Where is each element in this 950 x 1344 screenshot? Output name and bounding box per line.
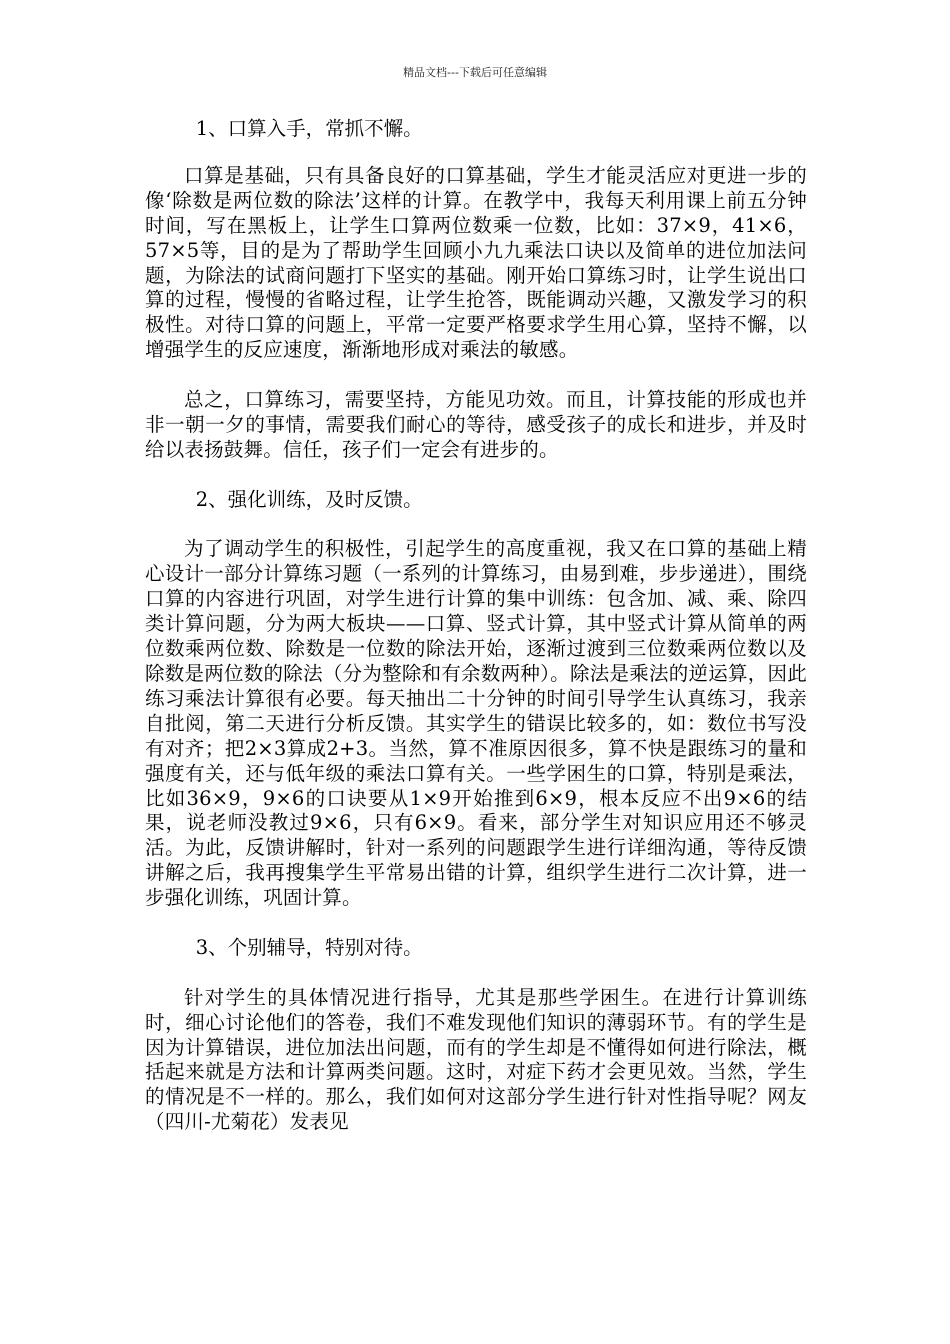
paragraph: 口算是基础，只有具备良好的口算基础，学生才能灵活应对更进一步的像‘除数是两位数的除法’这样的计算。在教学中，我每天利用课上前五分钟时间，写在黑板上，让学生口算两位数乘一位数，比如：37×9，41×6，57×5等，目的是为了帮助学生回顾小九九乘法口诀以及简单的进位加法问题，为除法的试商问题打下坚实的基础。刚开始口算练习时，让学生说出口算的过程，慢慢的省略过程，让学生抢答，既能调动兴趣，又激发学习的积极性。对待口算的问题上，平常一定要严格要求学生用心算，坚持不懈，以增强学生的反应速度，渐渐地形成对乘法的敏感。: [145, 163, 807, 362]
page-header: 精品文档---下载后可任意编辑: [403, 66, 547, 79]
section-heading: 1、口算入手，常抓不懈。: [195, 117, 423, 140]
paragraph: 针对学生的具体情况进行指导，尤其是那些学困生。在进行计算训练时，细心讨论他们的答卷，我们不难发现他们知识的薄弱环节。有的学生是因为计算错误，进位加法出问题，而有的学生却是不懂得如何进行除法，概括起来就是方法和计算两类问题。这时，对症下药才会更见效。当然，学生的情况是不一样的。那么，我们如何对这部分学生进行针对性指导呢？网友（四川-尤菊花）发表见: [145, 985, 807, 1134]
document-body: [145, 117, 807, 1135]
paragraph: 总之，口算练习，需要坚持，方能见功效。而且，计算技能的形成也并非一朝一夕的事情，需要我们耐心的等待，感受孩子的成长和进步，并及时给以表扬鼓舞。信任，孩子们一定会有进步的。: [145, 388, 807, 461]
section-heading: 3、个别辅导，特别对待。: [195, 935, 423, 959]
paragraph: 为了调动学生的积极性，引起学生的高度重视，我又在口算的基础上精心设计一部分计算练习题（一系列的计算练习，由易到难，步步递进），围绕口算的内容进行巩固，对学生进行计算的集中训练：包含加、减、乘、除四类计算问题，分为两大板块——口算、竖式计算，其中竖式计算从简单的两位数乘两位数、除数是一位数的除法开始，逐渐过渡到三位数乘两位数以及除数是两位数的除法（分为整除和有余数两种）。除法是乘法的逆运算，因此练习乘法计算很有必要。每天抽出二十分钟的时间引导学生认真练习，我亲自批阅，第二天进行分析反馈。其实学生的错误比较多的，如：数位书写没有对齐；把2×3算成2+3。当然，算不准原因很多，算不快是跟练习的量和强度有关，还与低年级的乘法口算有关。一些学困生的口算，特别是乘法，比如36×9，9×6的口诀要从1×9开始推到6×9，根本反应不出9×6的结果，说老师没教过9×6，只有6×9。看来，部分学生对知识应用还不够灵活。为此，反馈讲解时，针对一系列的问题跟学生进行详细沟通，等待反馈讲解之后，我再搜集学生平常易出错的计算，组织学生进行二次计算，进一步强化训练，巩固计算。: [145, 537, 807, 910]
section-heading: 2、强化训练，及时反馈。: [195, 487, 423, 511]
